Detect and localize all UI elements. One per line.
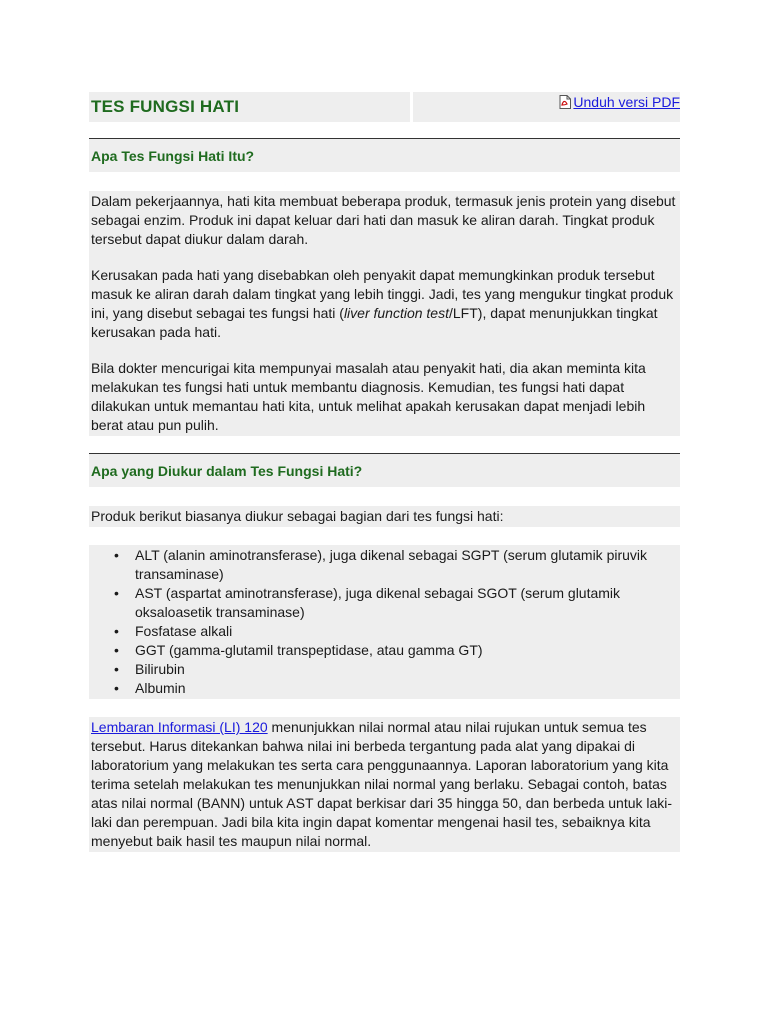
section-heading-bar (89, 454, 680, 487)
paragraph (91, 266, 678, 342)
product-list (91, 546, 678, 698)
closing-block (89, 717, 680, 852)
title-cell (89, 92, 410, 122)
list-item: • ALT (alanin aminotransferase), juga dikenal sebagai SGPT (serum glutamik piruvik transaminase) (135, 546, 678, 584)
paragraph-text: /LFT), dapat menunjukkan tingkat kerusakan pada hati. (91, 305, 658, 340)
paragraph: Dalam pekerjaannya, hati kita membuat beberapa produk, termasuk jenis protein yang disebut sebagai enzim. Produk ini dapat keluar dari hati dan masuk ke aliran darah. Tingkat produk tersebut dapat diukur dalam darah. (91, 193, 676, 247)
paragraph: Bila dokter mencurigai kita mempunyai masalah atau penyakit hati, dia akan meminta kita melakukan tes fungsi hati untuk membantu diagnosis. Kemudian, tes fungsi hati dapat dilakukan untuk memantau hati kita, untuk melihat apakah kerusakan dapat menjadi lebih berat atau pun pulih. (91, 360, 646, 433)
list-item: • Fosfatase alkali (135, 622, 678, 641)
section-heading: Apa Tes Fungsi Hati Itu? (91, 147, 255, 164)
section-heading: Apa yang Diukur dalam Tes Fungsi Hati? (91, 462, 363, 479)
download-pdf-link[interactable] (559, 94, 680, 110)
italic-term: liver function test (343, 305, 449, 321)
product-list-block (89, 545, 680, 699)
list-item: • Bilirubin (135, 660, 678, 679)
intro-block (89, 506, 680, 527)
section-body (89, 191, 680, 436)
pdf-file-icon (559, 95, 571, 109)
paragraph-text: Kerusakan pada hati yang disebabkan oleh penyakit dapat memungkinkan produk tersebut masuk ke aliran darah dalam tingkat yang lebih tinggi. Jadi, tes yang mengukur tingkat produk ini, yang disebut sebagai tes fungsi hati ( (91, 267, 674, 321)
paragraph-text: menunjukkan nilai normal atau nilai rujukan untuk semua tes tersebut. Harus ditekankan bahwa nilai ini berbeda tergantung pada alat yang dipakai di laboratorium yang melakukan tes serta cara penggunaannya. Laporan laboratorium yang kita terima setelah melakukan tes menunjukkan nilai normal yang berlaku. Sebagai contoh, batas atas nilai normal (BANN) untuk AST dapat berkisar dari 35 hingga 50, dan berbeda untuk laki-laki dan perempuan. Jadi bila kita ingin dapat komentar mengenai hasil tes, sebaiknya kita menyebut baik hasil tes maupun nilai normal. (91, 719, 673, 849)
paragraph (91, 718, 678, 851)
intro-text: Produk berikut biasanya diukur sebagai bagian dari tes fungsi hati: (91, 508, 504, 524)
info-sheet-link[interactable]: Lembaran Informasi (LI) 120 (91, 719, 268, 735)
list-item: • GGT (gamma-glutamil transpeptidase, atau gamma GT) (135, 641, 678, 660)
section-heading-bar (89, 139, 680, 172)
document-page (89, 92, 680, 852)
list-item: • Albumin (135, 679, 678, 698)
list-item: • AST (aspartat aminotransferase), juga dikenal sebagai SGOT (serum glutamik oksaloasetik transaminase) (135, 584, 678, 622)
pdf-cell (413, 92, 680, 122)
page-title: TES FUNGSI HATI (91, 97, 240, 116)
header-row (89, 92, 680, 122)
download-pdf-label: Unduh versi PDF (573, 94, 680, 110)
